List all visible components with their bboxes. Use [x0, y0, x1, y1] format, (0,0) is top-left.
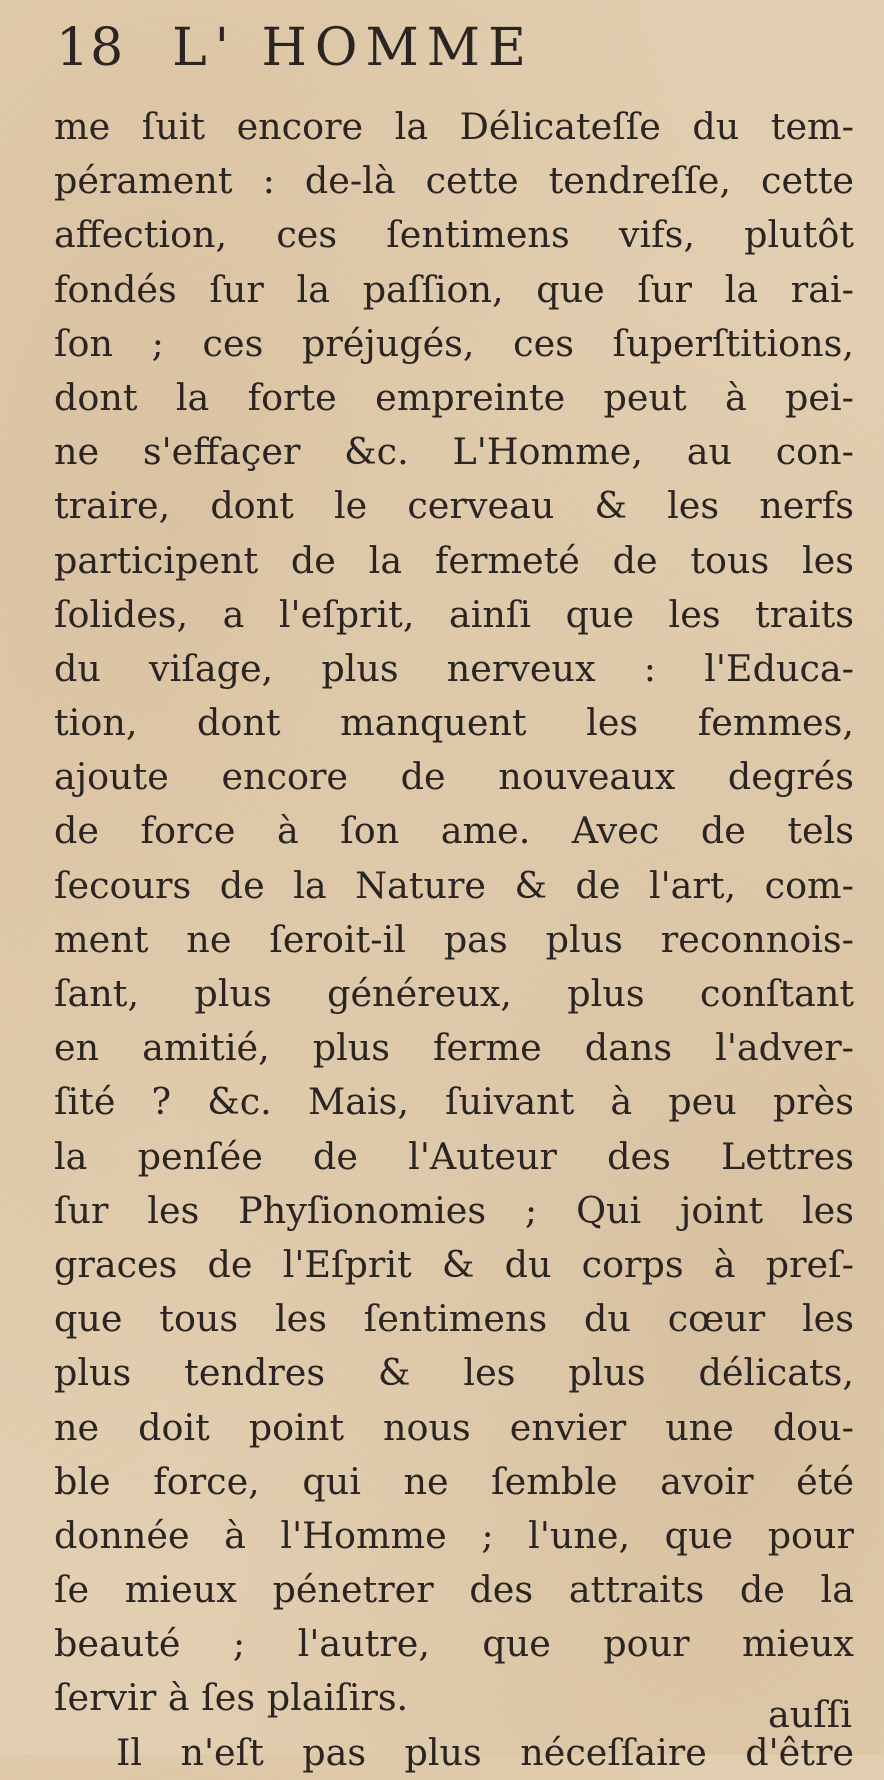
text-line: ſon ; ces préjugés, ces ſuperſtitions, [54, 321, 854, 365]
text-line: ſant, plus généreux, plus conſtant [54, 972, 854, 1015]
body-text [54, 100, 854, 1780]
text-line: traire, dont le cerveau & les nerfs [54, 484, 854, 528]
text-line: dont la forte empreinte peut à pei- [54, 375, 854, 419]
text-line: ſur les Phyſionomies ; Qui joint les [54, 1188, 854, 1232]
text-line: beauté ; l'autre, que pour mieux [54, 1622, 854, 1666]
text-line: plus tendres & les plus délicats, [54, 1351, 854, 1395]
page-number: 18 [56, 18, 125, 78]
text-line: tion, dont manquent les femmes, [54, 701, 854, 745]
text-line: que tous les ſentimens du cœur les [54, 1297, 854, 1341]
paragraph-start-line: Il n'eſt pas plus néceſſaire d'être [116, 1730, 854, 1774]
text-line: la penſée de l'Auteur des Lettres [54, 1134, 854, 1178]
text-line: ajoute encore de nouveaux degrés [54, 755, 854, 799]
text-line: ne doit point nous envier une dou- [54, 1405, 854, 1449]
text-line: ſité ? &c. Mais, ſuivant à peu près [54, 1080, 854, 1124]
text-line: ble force, qui ne ſemble avoir été [54, 1459, 854, 1503]
running-head: L' HOMME [172, 18, 534, 78]
text-line: graces de l'Eſprit & du corps à preſ- [54, 1242, 854, 1286]
text-line: donnée à l'Homme ; l'une, que pour [54, 1513, 854, 1557]
text-line: fondés ſur la paſſion, que ſur la rai- [54, 267, 854, 311]
text-line: ſolides, a l'eſprit, ainſi que les traits [54, 592, 854, 636]
catchword: auſſi [768, 1693, 852, 1736]
text-line: me ſuit encore la Délicateſſe du tem- [54, 105, 854, 148]
text-line: ment ne ſeroit-il pas plus reconnois- [54, 917, 854, 961]
text-line: participent de la fermeté de tous les [54, 538, 854, 582]
text-line: affection, ces ſentimens vifs, plutôt [54, 213, 854, 257]
text-line: pérament : de-là cette tendreſſe, cette [54, 159, 854, 203]
text-line: de force à ſon ame. Avec de tels [54, 809, 854, 853]
page-header [56, 18, 836, 88]
text-line: en amitié, plus ferme dans l'adver- [54, 1026, 854, 1070]
text-line: du viſage, plus nerveux : l'Educa- [54, 646, 854, 690]
text-line: ſecours de la Nature & de l'art, com- [54, 863, 854, 907]
text-line: ſe mieux pénetrer des attraits de la [54, 1568, 854, 1612]
paragraph-end-line: ſervir à ſes plaiſirs. [54, 1676, 409, 1720]
text-line: ne s'effaçer &c. L'Homme, au con- [54, 430, 854, 474]
